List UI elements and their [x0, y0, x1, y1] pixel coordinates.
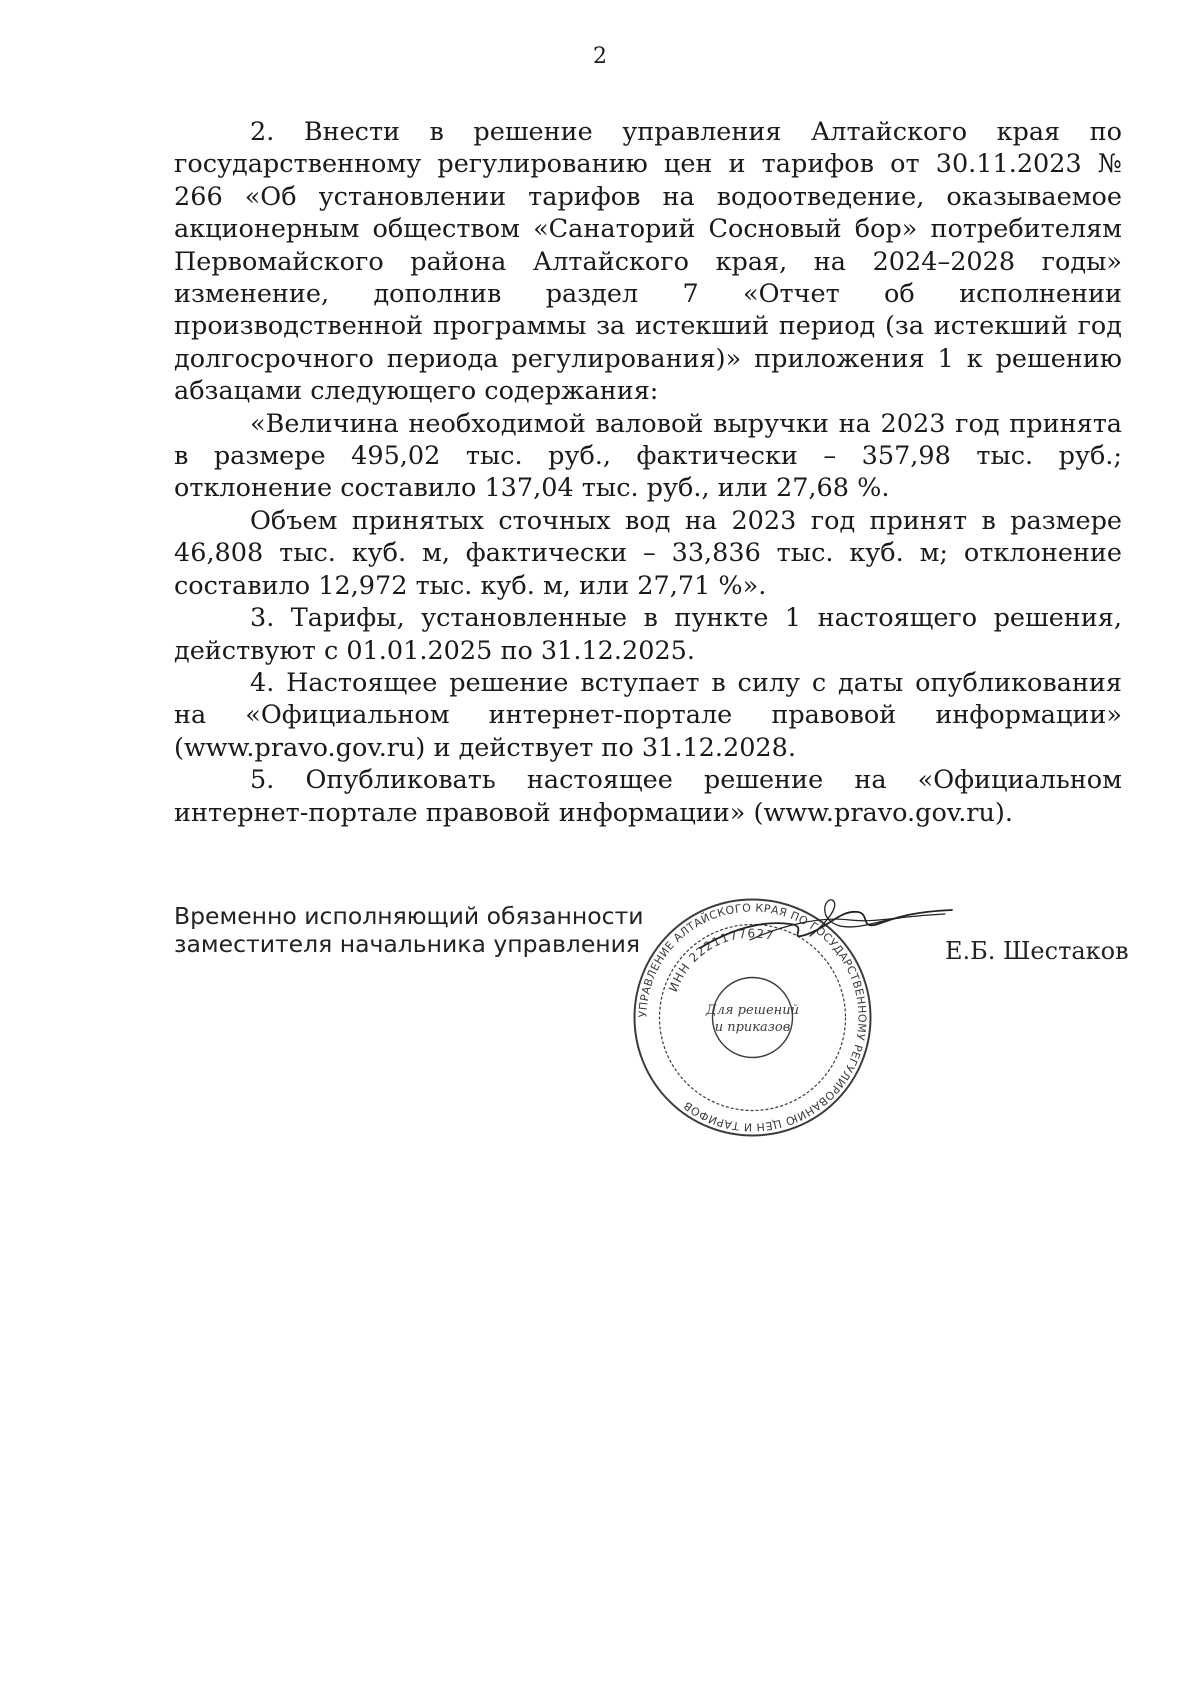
- signer-name: Е.Б. Шестаков: [945, 937, 1129, 965]
- seal-center-line-1: Для решений: [706, 1003, 799, 1018]
- paragraph-item-4: 4. Настоящее решение вступает в силу с даты опубликования на «Официальном интернет-портале правовой информации» (www.pravo.gov.ru) и действует по 31.12.2028.: [174, 667, 1122, 763]
- signer-position: [174, 902, 644, 958]
- document-body: [174, 116, 1122, 829]
- paragraph-item-3: 3. Тарифы, установленные в пункте 1 настоящего решения, действуют с 01.01.2025 по 31.12.2025.: [174, 603, 1122, 666]
- handwritten-signature: [690, 890, 960, 960]
- paragraph-wastewater: Объем принятых сточных вод на 2023 год принят в размере 46,808 тыс. куб. м, фактически – 33,836 тыс. куб. м; отклонение составило 12,972 тыс. куб. м, или 27,71 %».: [174, 505, 1122, 601]
- seal-outer-text: УПРАВЛЕНИЕ АЛТАЙСКОГО КРАЯ ПО ГОСУДАРСТВЕННОМУ РЕГУЛИРОВАНИЮ ЦЕН И ТАРИФОВ: [636, 901, 869, 1134]
- page-number: 2: [593, 44, 607, 69]
- paragraph-revenue: «Величина необходимой валовой выручки на 2023 год принята в размере 495,02 тыс. руб., фактически – 357,98 тыс. руб.; отклонение составило 137,04 тыс. руб., или 27,68 %.: [174, 408, 1122, 504]
- signer-position-line-1: Временно исполняющий обязанности: [174, 902, 644, 930]
- paragraph-item-5: 5. Опубликовать настоящее решение на «Официальном интернет-портале правовой информации» (www.pravo.gov.ru).: [174, 765, 1122, 828]
- seal-center-line-2: и приказов: [714, 1020, 791, 1035]
- seal-inn-text: ИНН 2221177627: [666, 926, 776, 994]
- signer-position-line-2: заместителя начальника управления: [174, 930, 641, 958]
- paragraph-item-2: 2. Внести в решение управления Алтайского края по государственному регулированию цен и тарифов от 30.11.2023 № 266 «Об установлении тарифов на водоотведение, оказываемое акционерным обществом «Санаторий Сосновый бор» потребителям Первомайского района Алтайского края, на 2024–2028 годы» изменение, дополнив раздел 7 «Отчет об исполнении производственной программы за истекший период (за истекший год долгосрочного периода регулирования)» приложения 1 к решению абзацами следующего содержания:: [174, 117, 1122, 407]
